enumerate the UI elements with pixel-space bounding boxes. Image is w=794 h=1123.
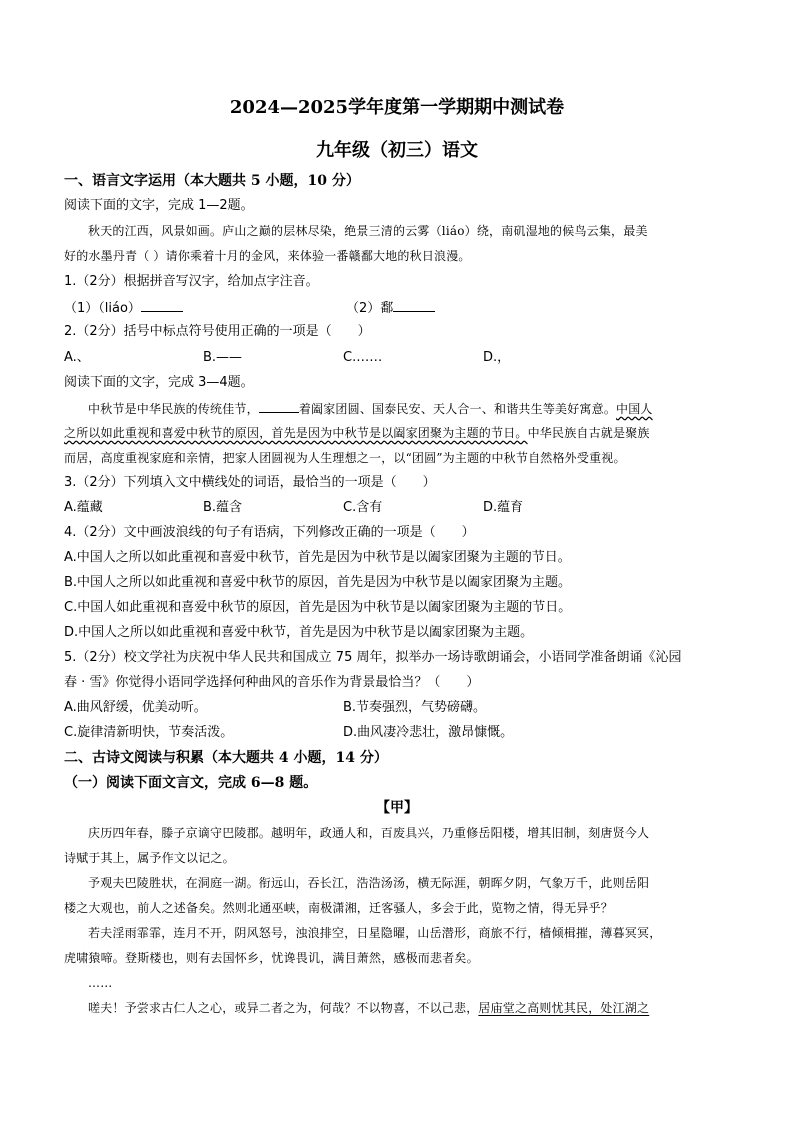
classical-p2-line-1: 予观夫巴陵胜状，在洞庭一湖。衔远山，吞长江，浩浩汤汤，横无际涯，朝晖夕阴，气象万千，此则岳阳 (88, 876, 650, 890)
question-5-option-d[interactable]: D.曲风凄冷悲壮，激昂慷慨。 (343, 725, 514, 740)
classical-p4-line-1: 嗟夫！予尝求古仁人之心，或异二者之为，何哉？不以物喜，不以己悲，居庙堂之高则忧其民，处江湖之 (88, 1001, 650, 1015)
classical-p3-line-1: 若夫淫雨霏霏，连月不开，阴风怒号，浊浪排空，日星隐曜，山岳潜形，商旅不行，樯倾楫摧，薄暮冥冥， (88, 926, 662, 940)
passage-2-line-1: 中秋节是中华民族的传统佳节， 着阖家团圆、国泰民安、天人合一、和谐共生等美好寓意。中国人 (88, 399, 653, 418)
question-2-option-a[interactable]: A.、 (64, 350, 90, 365)
fill-blank[interactable] (259, 399, 299, 413)
answer-blank[interactable] (141, 298, 183, 312)
question-4-option-c[interactable]: C.中国人如此重视和喜爱中秋节的原因，首先是因为中秋节是以阖家团聚为主题的节日。 (64, 600, 572, 615)
answer-blank[interactable] (393, 298, 435, 312)
question-2-option-b[interactable]: B.—— (203, 350, 243, 365)
question-5-option-b[interactable]: B.节奏强烈，气势磅礴。 (343, 700, 487, 715)
question-3-option-a[interactable]: A.蕴藏 (64, 500, 103, 515)
passage-1-line-1: 秋天的江西，风景如画。庐山之巅的层林尽染，绝景三清的云雾（liáo）绕，南矶湿地的候鸟云集，最美 (88, 224, 648, 238)
classical-p2-line-2: 楼之大观也，前人之述备矣。然则北通巫峡，南极潇湘，迁客骚人，多会于此，览物之情，得无异乎？ (64, 901, 614, 915)
classical-p1-line-1: 庆历四年春，滕子京谪守巴陵郡。越明年，政通人和，百废具兴，乃重修岳阳楼，增其旧制，刻唐贤今人 (88, 826, 650, 840)
question-3-option-d[interactable]: D.蕴育 (483, 500, 524, 515)
question-4-option-b[interactable]: B.中国人之所以如此重视和喜爱中秋节的原因，首先是因为中秋节是以阖家团聚为主题。 (64, 575, 572, 590)
question-2-option-c[interactable]: C.…… (343, 350, 383, 365)
section-2-subheading: （一）阅读下面文言文，完成 6—8 题。 (64, 775, 318, 791)
reading-intro-1: 阅读下面的文字，完成 1—2题。 (64, 198, 254, 213)
section-1-heading: 一、语言文字运用（本大题共 5 小题，10 分） (64, 173, 360, 189)
question-5-option-c[interactable]: C.旋律清新明快，节奏活泼。 (64, 725, 234, 740)
passage-tag: 【甲】 (376, 800, 418, 816)
question-3-option-b[interactable]: B.蕴含 (203, 500, 243, 515)
underlined-sentence: 居庙堂之高则忧其民，处江湖之 (478, 1001, 650, 1015)
exam-title: 2024—2025学年度第一学期期中测试卷 (229, 97, 565, 118)
question-4-option-d[interactable]: D.中国人之所以如此重视和喜爱中秋节，首先是因为中秋节是以阖家团聚为主题。 (64, 625, 534, 640)
reading-intro-2: 阅读下面的文字，完成 3—4题。 (64, 375, 254, 390)
question-1-part-a: （1）（liáo） (64, 298, 183, 318)
passage-2-line-2: 之所以如此重视和喜爱中秋节的原因，首先是因为中秋节是以阖家团聚为主题的节日。中华民族自古就是聚族 (64, 426, 650, 440)
wavy-underlined-sentence: 之所以如此重视和喜爱中秋节的原因，首先是因为中秋节是以阖家团聚为主题的节日。 (64, 426, 528, 440)
question-2-stem: 2.（2分）括号中标点符号使用正确的一项是（ ） (64, 324, 371, 339)
classical-p1-line-2: 诗赋于其上，属予作文以记之。 (64, 851, 235, 865)
question-2-option-d[interactable]: D.， (483, 350, 511, 365)
question-1-part-b: （2）鄱 (346, 298, 435, 318)
question-5-stem-line-1: 5.（2分）校文学社为庆祝中华人民共和国成立 75 周年，拟举办一场诗歌朗诵会，小语同学准备朗诵《沁园 (64, 650, 682, 665)
question-4-option-a[interactable]: A.中国人之所以如此重视和喜爱中秋节，首先是因为中秋节是以阖家团聚为主题的节日。 (64, 550, 571, 565)
passage-2-line-3: 而居，高度重视家庭和亲情，把家人团圆视为人生理想之一，以“团圆”为主题的中秋节自然格外受重视。 (64, 451, 626, 465)
question-5-option-a[interactable]: A.曲风舒缓，优美动听。 (64, 700, 207, 715)
question-5-stem-line-2: 春 · 雪》你觉得小语同学选择何种曲风的音乐作为背景最恰当？（ ） (64, 675, 480, 690)
classical-ellipsis: …… (88, 976, 113, 990)
question-3-stem: 3.（2分）下列填入文中横线处的词语，最恰当的一项是（ ） (64, 475, 436, 490)
classical-p3-line-2: 虎啸猿啼。登斯楼也，则有去国怀乡，忧谗畏讥，满目萧然，感极而悲者矣。 (64, 951, 479, 965)
section-2-heading: 二、古诗文阅读与积累（本大题共 4 小题，14 分） (64, 750, 388, 766)
question-3-option-c[interactable]: C.含有 (343, 500, 383, 515)
question-1-stem: 1.（2分）根据拼音写汉字，给加点字注音。 (64, 274, 319, 289)
passage-1-line-2: 好的水墨丹青（ ）请你乘着十月的金风，来体验一番赣鄱大地的秋日浪漫。 (64, 249, 471, 263)
question-4-stem: 4.（2分）文中画波浪线的句子有语病，下列修改正确的一项是（ ） (64, 525, 475, 540)
exam-subtitle: 九年级（初三）语文 (316, 140, 478, 161)
